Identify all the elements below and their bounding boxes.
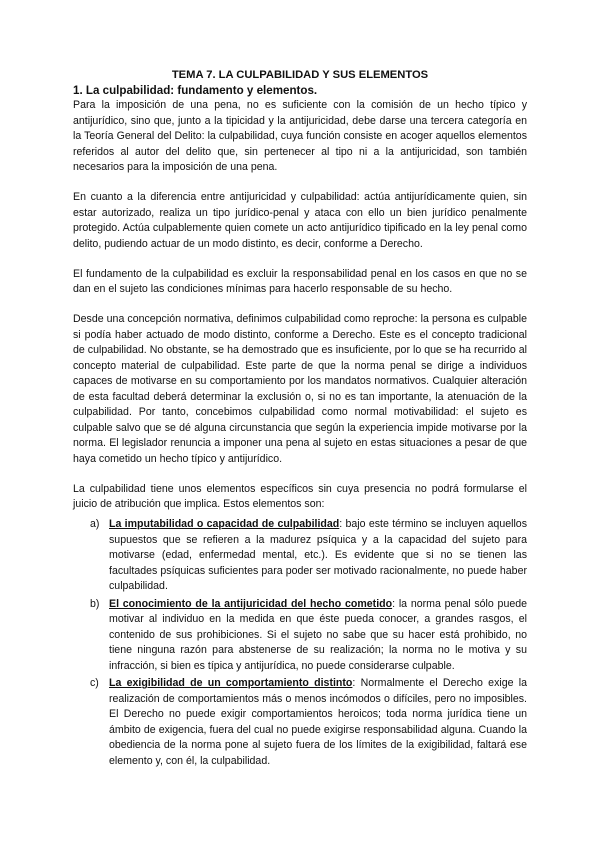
list-marker: b) xyxy=(90,597,100,610)
paragraph-intro: Para la imposición de una pena, no es suficiente con la comisión de un hecho típico y antijurídico, sino que, junto a la tipicidad y la antijuricidad, debe darse una tercera categoría en la Teoría General del Delito: la culpabilidad, cuya función consiste en acoger aquellos elementos referidos al autor del delito que, sin pertenecer al tipo ni a la antijuricidad, son también necesarios para la imposición de una pena. xyxy=(73,99,527,173)
element-term: La imputabilidad o capacidad de culpabilidad xyxy=(109,518,340,530)
element-term: El conocimiento de la antijuricidad del hecho cometido xyxy=(109,597,393,610)
paragraph-foundation: El fundamento de la culpabilidad es excluir la responsabilidad penal en los casos en que no se dan en el sujeto las condiciones mínimas para hacerlo responsable de su hecho. xyxy=(73,267,527,295)
element-description: : bajo este término se incluyen aquellos supuestos que se refieren a la madurez psíquica y a la capacidad del sujeto para motivarse (edad, enfermedad mental, etc.). Es evidente que si no se tienen las facultades psíquicas suficientes para poder ser motivado racionalmente, no puede haber culpabilidad. xyxy=(109,518,527,592)
list-item xyxy=(73,517,527,595)
paragraph-difference: En cuanto a la diferencia entre antijuricidad y culpabilidad: actúa antijurídicamente quien, sin estar autorizado, realiza un tipo jurídico-penal y ataca con ello un bien jurídico penalmente protegido. Actúa culpablemente quien comete un acto antijurídico tipificado en la ley penal como delito, pudiendo actuar de un modo distinto, es decir, conforme a Derecho. xyxy=(73,191,527,250)
element-description: : Normalmente el Derecho exige la realización de comportamientos más o menos incómodos o difíciles, pero no imposibles. El Derecho no puede exigir comportamientos heroicos; toda norma jurídica tiene un ámbito de exigencia, fuera del cual no puede exigirse responsabilidad alguna. Cuando la obediencia de la norma pone al sujeto fuera de los límites de la exigibilidad, faltará ese elemento y, con él, la culpabilidad. xyxy=(109,677,527,767)
element-term: La exigibilidad de un comportamiento distinto xyxy=(109,677,353,689)
paragraph-normative-concept: Desde una concepción normativa, definimos culpabilidad como reproche: la persona es culpable si podía haber actuado de modo distinto, conforme a Derecho. Este es el concepto tradicional de culpabilidad. No obstante, se ha demostrado que es insuficiente, por lo que se ha recurrido al concepto material de culpabilidad. Este parte de que la norma penal se dirige a individuos capaces de motivarse en su comportamiento por los mandatos normativos. Cualquier alteración de esta facultad deberá determinar la exclusión o, si no es tan importante, la atenuación de la culpabilidad. Por tanto, concebimos culpabilidad como normal motivabilidad: el sujeto es culpable salvo que se dé alguna circunstancia que según la experiencia impide motivarse por la norma. El legislador renuncia a imponer una pena al sujeto en estas situaciones a pesar de que haya cometido un hecho típico y antijurídico. xyxy=(73,313,527,465)
document-title: TEMA 7. LA CULPABILIDAD Y SUS ELEMENTOS xyxy=(171,69,429,81)
elements-list xyxy=(73,517,527,769)
element-description: : la norma penal sólo puede motivar al individuo en la medida en que éste pueda conocer, a grandes rasgos, el contenido de sus prohibiciones. Si el sujeto no sabe que su hacer está prohibido, no tiene ninguna razón para abstenerse de su realización; la norma no le motiva y su infracción, si bien es típica y antijurídica, no puede considerarse culpable. xyxy=(109,597,528,672)
list-item xyxy=(73,676,527,769)
paragraph-elements-intro: La culpabilidad tiene unos elementos específicos sin cuya presencia no podrá formularse el juicio de atribución que implica. Estos elementos son: xyxy=(73,482,527,510)
section-heading: 1. La culpabilidad: fundamento y elementos. xyxy=(73,84,318,97)
list-item xyxy=(73,597,527,675)
list-marker: a) xyxy=(90,518,100,530)
list-marker: c) xyxy=(90,677,99,689)
